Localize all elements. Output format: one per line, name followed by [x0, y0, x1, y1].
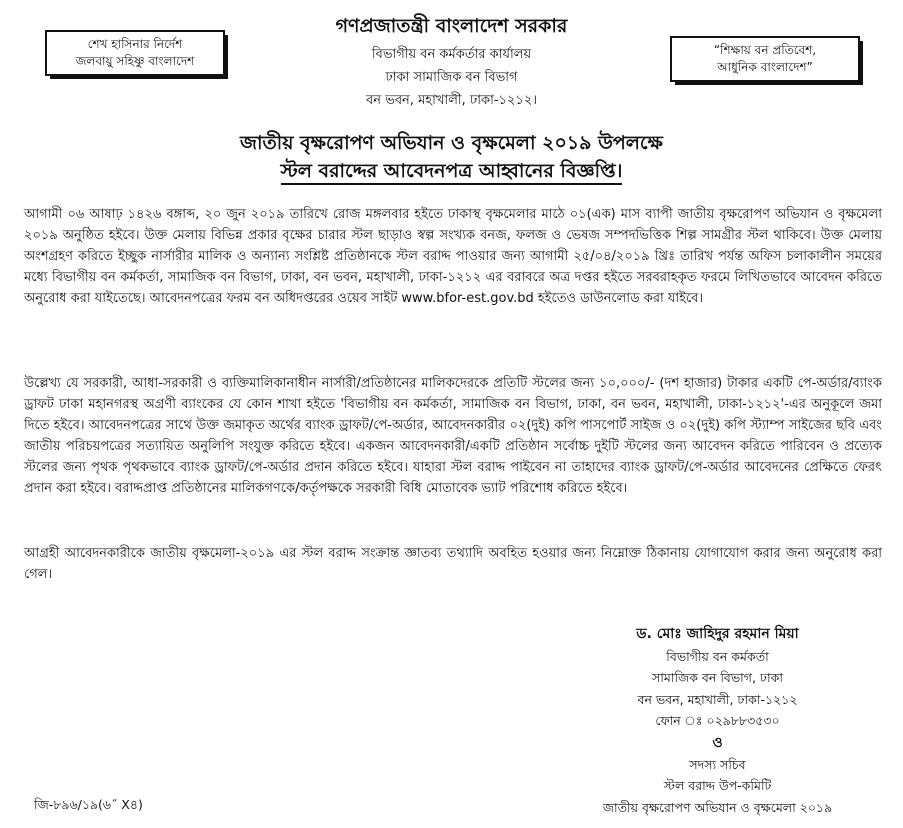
notice-subheadline — [0, 158, 903, 184]
signatory-and: ও — [712, 735, 723, 751]
notice-headline: জাতীয় বৃক্ষরোপণ অভিযান ও বৃক্ষমেলা ২০১৯ উপলক্ষে — [240, 132, 663, 154]
body-paragraph-2: উল্লেখ্য যে সরকারী, আধা-সরকারী ও ব্যক্তিমালিকানাধীন নার্সারী/প্রতিষ্ঠানের মালিকদেরকে প্রতিটি স্টলের জন্য ১০,০০০/- (দশ হাজার) টাকার একটি পে-অর্ডার/ব্যাংক ড্রাফট ঢাকা মহানগরস্থ অগ্রণী ব্যাংকের যে কোন শাখা হইতে 'বিভাগীয় বন কর্মকর্তা, সামাজিক বন বিভাগ, ঢাকা, বন ভবন, মহাখালী, ঢাকা-১২১২'-এর অনুকূলে জমা দিতে হইবে। আবেদনপত্রের সাথে উক্ত জমাকৃত অর্থের ব্যাংক ড্রাফট/পে-অর্ডার, আবেদনকারীর ০২(দুই) কপি পাসপোর্ট সাইজ ও ০২(দুই) কপি স্ট্যাম্প সাইজের ছবি এবং জাতীয় পরিচয়পত্রের সত্যায়িত অনুলিপি সংযুক্ত করিতে হইবে। একজন আবেদনকারী/একটি প্রতিষ্ঠান সর্বোচ্চ দুইটি স্টলের জন্য আবেদন করিতে পারিবেন ও প্রত্যেক স্টলের জন্য পৃথক পৃথকভাবে ব্যাংক ড্রাফট/পে-অর্ডার প্রদান করিতে হইবে। যাহারা স্টল বরাদ্দ পাইবেন না তাহাদের ব্যাংক ড্রাফট/পে-অর্ডার আবেদনের প্রেক্ষিতে ফেরৎ প্রদান করা হইবে। বরাদ্দপ্রাপ্ত প্রতিষ্ঠানের মালিকগণকে/কর্তৃপক্ষকে সরকারী বিধি মোতাবেক ভ্যাট পরিশোধ করিতে হইবে। — [24, 376, 882, 496]
signatory-designation: বিভাগীয় বন কর্মকর্তা — [666, 649, 769, 664]
signatory-role: সদস্য সচিব — [689, 757, 746, 772]
office-name: বিভাগীয় বন কর্মকর্তার কার্যালয় — [371, 47, 532, 62]
division-name: ঢাকা সামাজিক বন বিভাগ — [385, 70, 518, 85]
government-title: গণপ্রজাতন্ত্রী বাংলাদেশ সরকার — [335, 15, 568, 37]
signatory-office: সামাজিক বন বিভাগ, ঢাকা — [652, 670, 783, 685]
body-paragraph-1: আগামী ০৬ আষাঢ় ১৪২৬ বঙ্গাব্দ, ২০ জুন ২০১৯ তারিখে রোজ মঙ্গলবার হইতে ঢাকাস্থ বৃক্ষমেলার মাঠে ০১(এক) মাস ব্যাপী জাতীয় বৃক্ষরোপণ অভিযান ও বৃক্ষমেলা ২০১৯ অনুষ্ঠিত হইবে। উক্ত মেলায় বিভিন্ন প্রকার বৃক্ষের চারার স্টল ছাড়াও স্বল্প সংখ্যক বনজ, ফলজ ও ভেষজ সম্পদভিত্তিক শিল্প সামগ্রীর স্টল থাকিবে। উক্ত মেলায় অংশগ্রহণ করিতে ইচ্ছুক নার্সারীর মালিক ও অন্যান্য সংশ্লিষ্ট প্রতিষ্ঠানকে স্টল বরাদ্দ পাওয়ার জন্য আগামী ২৫/০৪/২০১৯ খ্রিঃ তারিখ পর্যন্ত অফিস চলাকালীন সময়ের মধ্যে বিভাগীয় বন কর্মকর্তা, সামাজিক বন বিভাগ, ঢাকা, বন ভবন, মহাখালী, ঢাকা-১২১২ এর বরাবরে অত্র দপ্তর হইতে সরবরাহকৃত ফরমে লিখিতভাবে আবেদন করিতে অনুরোধ করা যাইতেছে। আবেদনপত্রের ফরম বন অধিদপ্তরের ওয়েব সাইট www.bfor-est.gov.bd হইতেও ডাউনলোড করা যাইবে। — [24, 207, 882, 306]
slogan-right-line1: “শিক্ষায় বন প্রতিবেশ, — [713, 43, 817, 57]
notice-subheadline-text: স্টল বরাদ্দের আবেদনপত্র আহ্বানের বিজ্ঞপ্তি। — [281, 160, 623, 185]
signatory-event: জাতীয় বৃক্ষরোপণ অভিযান ও বৃক্ষমেলা ২০১৯ — [602, 800, 833, 815]
slogan-right-line2: আধুনিক বাংলাদেশ” — [717, 60, 813, 74]
body-paragraph-3: আগ্রহী আবেদনকারীকে জাতীয় বৃক্ষমেলা-২০১৯ এর স্টল বরাদ্দ সংক্রান্ত জ্ঞাতব্য তথ্যাদি অবহিত হওয়ার জন্য নিম্নোক্ত ঠিকানায় যোগাযোগ করার জন্য অনুরোধ করা গেল। — [24, 546, 883, 582]
slogan-left-line2: জলবায়ু সহিষ্ণু বাংলাদেশ — [75, 54, 195, 68]
reference-code: জি-৮৯৬/১৯(৬˝ X৪) — [34, 797, 143, 812]
signatory-address: বন ভবন, মহাখালী, ঢাকা-১২১২ — [637, 692, 798, 707]
slogan-left-line1: শেখ হাসিনার নির্দেশ — [87, 37, 183, 51]
office-address: বন ভবন, মহাখালী, ঢাকা-১২১২। — [366, 93, 537, 108]
signatory-name: ড. মোঃ জাহিদুর রহমান মিয়া — [636, 626, 799, 642]
signatory-phone: ফোন ঃ ০২৯৮৮৩৫৩০ — [655, 713, 780, 728]
signatory-committee: স্টল বরাদ্দ উপ-কমিটি — [663, 778, 772, 793]
